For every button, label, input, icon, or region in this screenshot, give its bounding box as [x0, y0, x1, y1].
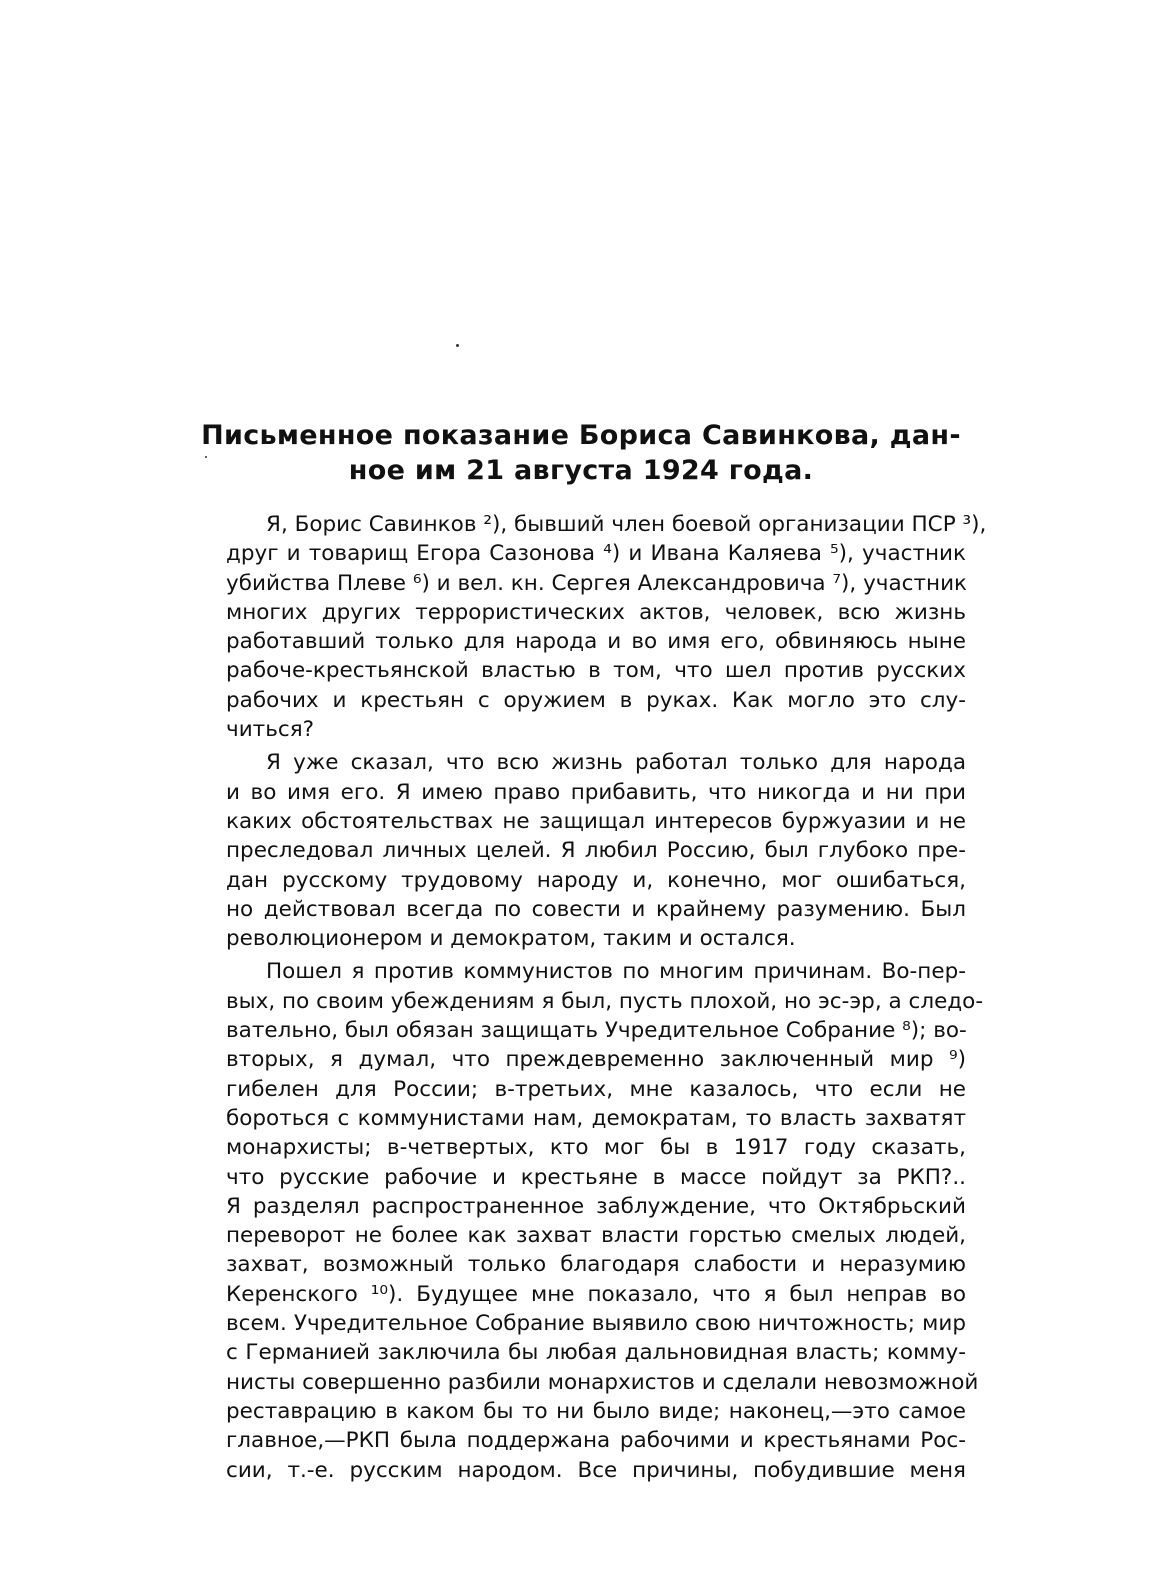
text-line: реставрацию в каком бы то ни было виде; наконец,—это самое [226, 1398, 966, 1424]
title-line: Письменное показание Бориса Савинкова, дан- [201, 420, 961, 451]
text-line: революционером и демократом, таким и остался. [226, 926, 796, 952]
text-line: каких обстоятельствах не защищал интересов буржуазии и не [226, 808, 966, 834]
text-line: Керенского ¹⁰). Будущее мне показало, что я был неправ во [226, 1281, 966, 1307]
text-line: и во имя его. Я имею право прибавить, что никогда и ни при [226, 779, 966, 805]
text-line: но действовал всегда по совести и крайнему разумению. Был [226, 896, 966, 922]
document-body [186, 510, 987, 1489]
title-line: ное им 21 августа 1924 года. [348, 455, 814, 486]
text-line: сии, т.-е. русским народом. Все причины, побудившие меня [226, 1457, 966, 1483]
text-line: читься? [226, 717, 315, 743]
text-line: что русские рабочие и крестьяне в массе пойдут за РКП?.. [226, 1164, 966, 1190]
paragraph-3 [186, 957, 984, 1484]
text-line: рабочих и крестьян с оружием в руках. Как могло это слу- [226, 687, 966, 713]
text-line: рабоче-крестьянской властью в том, что шел против русских [226, 658, 966, 684]
text-line: вых, по своим убеждениям я был, пусть плохой, но эс-эр, а следо- [226, 988, 984, 1014]
text-line: гибелен для России; в-третьих, мне казалось, что если не [226, 1076, 966, 1102]
text-line: монархисты; в-четвертых, кто мог бы в 1917 году сказать, [226, 1135, 966, 1161]
text-line: всем. Учредительное Собрание выявило свою ничтожность; мир [226, 1311, 966, 1337]
text-line: переворот не более как захват власти горстью смелых людей, [226, 1223, 966, 1249]
text-line: вторых, я думал, что преждевременно заключенный мир ⁹) [226, 1047, 966, 1073]
paragraph-1 [186, 510, 987, 744]
text-line: вательно, был обязан защищать Учредительное Собрание ⁸); во- [226, 1018, 967, 1044]
text-line: многих других террористических актов, человек, всю жизнь [226, 599, 966, 625]
text-line: дан русскому трудовому народу и, конечно, мог ошибаться, [226, 867, 966, 893]
text-line: нисты совершенно разбили монархистов и сделали невозможной [226, 1369, 979, 1395]
text-line: Пошел я против коммунистов по многим причинам. Во-пер- [266, 959, 966, 985]
scan-speck [456, 344, 459, 347]
text-line: Я, Борис Савинков ²), бывший член боевой организации ПСР ³), [266, 512, 987, 537]
text-line: бороться с коммунистами нам, демократам, то власть захватят [226, 1105, 966, 1131]
text-line: главное,—РКП была поддержана рабочими и крестьянами Рос- [226, 1428, 966, 1454]
text-line: убийства Плеве ⁶) и вел. кн. Сергея Александровича ⁷), участник [226, 570, 968, 596]
text-line: преследовал личных целей. Я любил Россию, был глубоко пре- [226, 838, 966, 864]
document-title [186, 418, 976, 488]
text-line: Я разделял распространенное заблуждение, что Октябрьский [226, 1193, 966, 1219]
text-line: работавший только для народа и во имя его, обвиняюсь ныне [226, 629, 966, 655]
text-line: Я уже сказал, что всю жизнь работал только для народа [266, 750, 966, 776]
text-line: захват, возможный только благодаря слабости и неразумию [226, 1252, 966, 1278]
text-line: друг и товарищ Егора Сазонова ⁴) и Ивана Каляева ⁵), участник [226, 541, 966, 567]
paragraph-2 [186, 748, 966, 953]
text-line: с Германией заключила бы любая дальновидная власть; комму- [226, 1340, 966, 1366]
